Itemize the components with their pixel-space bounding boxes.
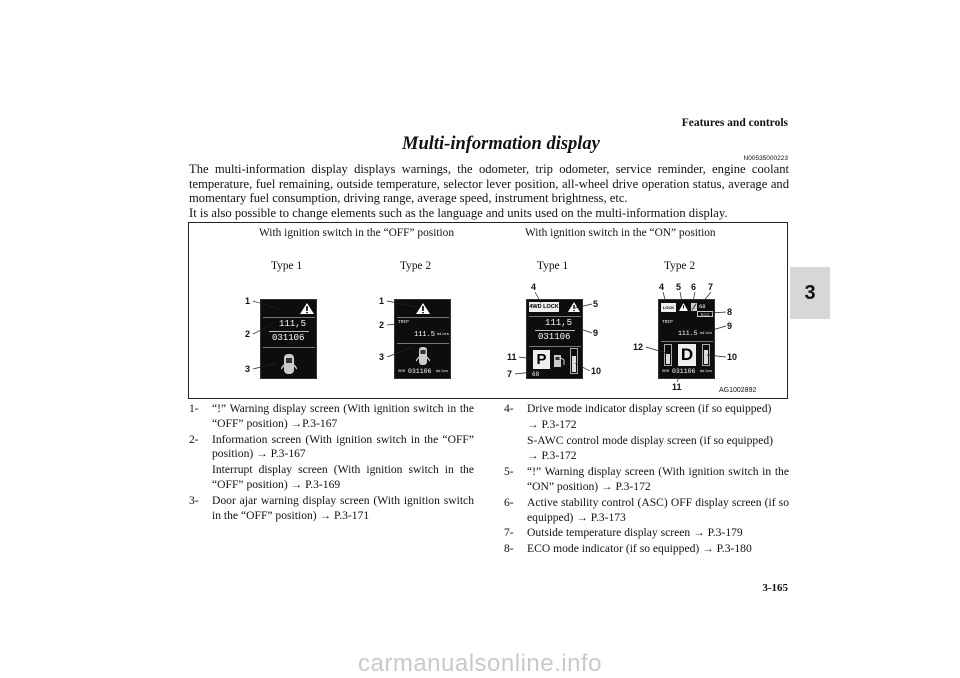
on-heading: With ignition switch in the “ON” position <box>525 227 716 239</box>
list-item <box>189 402 474 432</box>
callout-6: 6 <box>691 282 697 292</box>
item-number: 5- <box>504 465 514 479</box>
figure-code: AG1002892 <box>719 387 757 394</box>
list-item <box>504 449 789 464</box>
trip-value: 111,5 <box>545 318 573 328</box>
list-item <box>504 542 789 557</box>
odo-label: ODO <box>662 370 670 374</box>
off-type2-label: Type 2 <box>400 260 432 272</box>
callout-2: 2 <box>245 329 251 339</box>
section-code: N00535000223 <box>743 155 788 162</box>
on-type2-leaders <box>189 223 789 400</box>
odometer-value: 031106 <box>538 332 571 342</box>
intro-paragraph: The multi-information display displays warnings, the odometer, trip odometer, service reminder, engine coolant temperature, fuel remaining, outside temperature, selector lever position, all-wheel drive operation status, average and momentary fuel consumption, driving range, average speed, instrument brightness, etc. <box>189 162 789 206</box>
item-number: 2- <box>189 432 199 446</box>
legend-list-left <box>189 402 474 524</box>
gear-indicator: D <box>678 344 696 366</box>
display-figure <box>188 222 788 399</box>
callout-7: 7 <box>708 282 714 292</box>
off-heading: With ignition switch in the “OFF” position <box>259 227 455 239</box>
item-number: 8- <box>504 542 514 556</box>
odometer-value: 031106 <box>408 368 432 375</box>
section-title: Multi-information display <box>402 134 600 154</box>
callout-7: 7 <box>507 369 513 379</box>
item-text: Outside temperature display screen → P.3-179 <box>527 526 743 540</box>
chapter-tab: 3 <box>790 267 830 319</box>
trip-value: 111.5 <box>678 330 698 337</box>
list-item <box>189 433 474 463</box>
item-text: “!” Warning display screen (With ignition switch in the “ON” position) → P.3-172 <box>527 465 789 493</box>
list-item <box>504 434 789 449</box>
watermark: carmanualsonline.info <box>358 650 602 677</box>
callout-4: 4 <box>531 282 537 292</box>
item-text: S-AWC control mode display screen (if so equipped) <box>527 433 774 447</box>
outside-temp: 68 <box>699 303 706 310</box>
trip-unit: miles <box>700 332 713 336</box>
list-item <box>189 494 474 524</box>
running-header: Features and controls <box>681 117 788 129</box>
trip-label: TRIP <box>398 320 409 325</box>
list-item <box>504 418 789 433</box>
callout-5: 5 <box>676 282 682 292</box>
trip-value: 111.5 <box>414 331 436 339</box>
item-number: 4- <box>504 402 514 415</box>
item-text: Active stability control (ASC) OFF display screen (if so equipped) → P.3-173 <box>527 495 789 524</box>
item-text: ECO mode indicator (if so equipped) → P.3-180 <box>527 542 752 556</box>
item-number: 3- <box>189 493 199 507</box>
item-text: Door ajar warning display screen (With ignition switch in the “OFF” position) → P.3-171 <box>212 493 474 522</box>
callout-9: 9 <box>727 321 733 331</box>
legend-list-right <box>504 402 789 558</box>
odo-unit: miles <box>436 370 449 374</box>
intro-paragraph: It is also possible to change elements such as the language and units used on the multi-information display. <box>189 205 728 220</box>
off-type1-label: Type 1 <box>271 260 303 272</box>
odometer-value: 031106 <box>272 333 305 343</box>
callout-3: 3 <box>379 352 385 362</box>
list-item <box>504 496 789 526</box>
item-text: → P.3-172 <box>527 417 577 431</box>
list-item <box>504 402 789 417</box>
item-number: 1- <box>189 402 199 415</box>
page-number: 3-165 <box>762 582 788 594</box>
callout-8: 8 <box>727 307 733 317</box>
odo-unit: miles <box>700 370 713 374</box>
callout-1: 1 <box>379 296 385 306</box>
callout-3: 3 <box>245 364 251 374</box>
callout-11: 11 <box>507 352 517 362</box>
callout-10: 10 <box>727 352 738 362</box>
item-text: “!” Warning display screen (With ignition switch in the “OFF” position) →P.3-167 <box>212 402 474 430</box>
on-type1-label: Type 1 <box>537 260 569 272</box>
lock-indicator: LOCK <box>662 305 675 310</box>
callout-11: 11 <box>672 382 682 392</box>
odometer-value: 031106 <box>672 368 696 375</box>
lock-indicator: 4WD LOCK <box>529 304 559 310</box>
item-number: 6- <box>504 495 514 509</box>
odo-label: ODO <box>398 370 406 374</box>
callout-1: 1 <box>245 296 251 306</box>
callout-12: 12 <box>633 342 644 352</box>
outside-temp: 68 <box>532 371 540 378</box>
item-text: → P.3-172 <box>527 449 577 463</box>
item-text: Drive mode indicator display screen (if so equipped) <box>527 402 772 415</box>
trip-label: TRIP <box>662 320 673 325</box>
trip-value: 111,5 <box>279 319 307 329</box>
gear-indicator: P <box>533 350 550 369</box>
list-item <box>504 526 789 541</box>
callout-4: 4 <box>659 282 665 292</box>
trip-unit: miles <box>437 333 450 337</box>
callout-2: 2 <box>379 320 385 330</box>
item-text: Interrupt display screen (With ignition switch in the “OFF” position) → P.3-169 <box>212 463 474 491</box>
callout-9: 9 <box>593 328 599 338</box>
callout-10: 10 <box>591 366 602 376</box>
on-type2-label: Type 2 <box>664 260 696 272</box>
eco-indicator: ECO <box>697 311 713 317</box>
list-item <box>504 465 789 495</box>
item-text: Information screen (With ignition switch in the “OFF” position) → P.3-167 <box>212 432 474 461</box>
item-number: 7- <box>504 526 514 540</box>
intro-text <box>189 162 789 220</box>
callout-5: 5 <box>593 299 599 309</box>
list-item <box>189 463 474 493</box>
